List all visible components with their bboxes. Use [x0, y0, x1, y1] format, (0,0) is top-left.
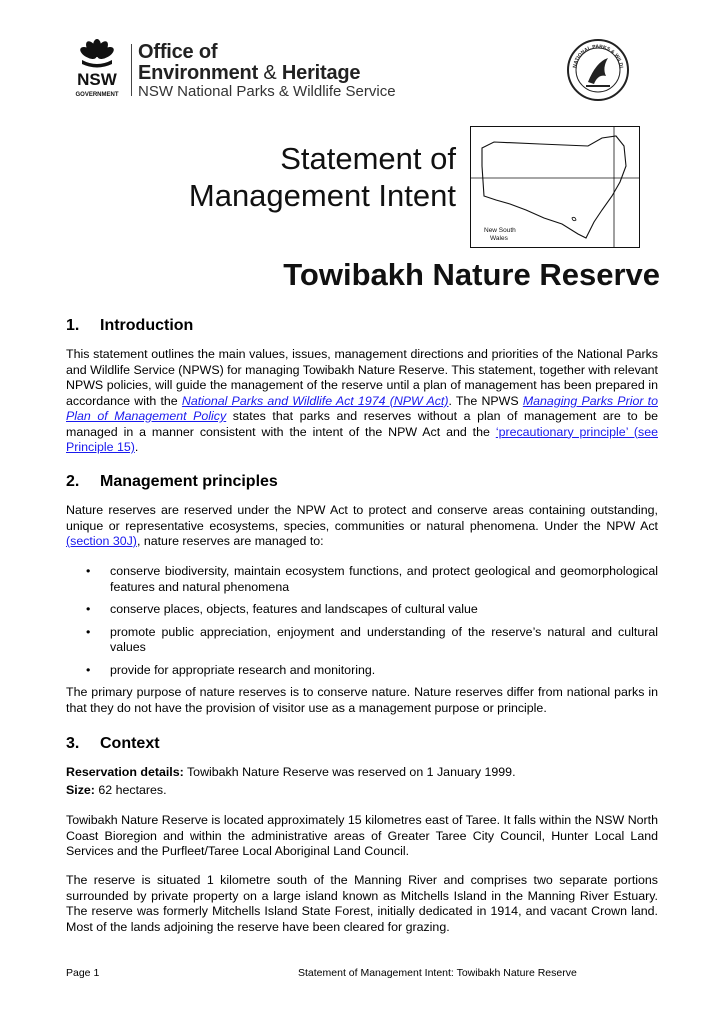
principles-list [86, 564, 658, 685]
svg-text:NATIONAL PARKS & WILDLIFE SERV: NATIONAL PARKS & WILDL [572, 43, 625, 70]
org-name-line3: NSW National Parks & Wildlife Service [138, 83, 396, 100]
intro-paragraph: This statement outlines the main values, issues, management directions and priorities of the National Parks and Wildlife Service (NPWS) for managing Towibakh Nature Reserve. This statement, together with relevant NPWS policies, will guide the management of the reserve until a plan of management has been prepared in accordance with the National Parks and Wildlife Act 1974 (NPW Act). The NPWS Managing Parks Prior to Plan of Management Policy states that parks and reserves without a plan of management are to be managed in a manner consistent with the intent of the NPW Act and the ‘precautionary principle’ (see Principle 15). [66, 347, 658, 454]
org-name-line2: Environment & Heritage [138, 62, 361, 84]
page-number: Page 1 [66, 967, 100, 979]
list-item: • conserve places, objects, features and landscapes of cultural value [86, 602, 658, 618]
list-item: • promote public appreciation, enjoyment and understanding of the reserve’s natural and cultural values [86, 625, 658, 656]
section-30j-link[interactable]: (section 30J) [66, 534, 137, 548]
list-item: • conserve biodiversity, maintain ecosystem functions, and protect geological and geomorphological features and natural phenomena [86, 564, 658, 595]
location-paragraph: Towibakh Nature Reserve is located approximately 15 kilometres east of Taree. It falls within the NSW North Coast Bioregion and within the administrative areas of Greater Taree City Council, Hunter Local Land Services and the Purfleet/Taree Local Aboriginal Land Council. [66, 813, 658, 858]
reservation-details: Reservation details: Towibakh Nature Reserve was reserved on 1 January 1999. [66, 765, 516, 779]
logo-subtext: GOVERNMENT [75, 92, 119, 98]
map-label-1: New South [484, 227, 516, 234]
map-label-2: Wales [490, 235, 508, 242]
nature-reserve-purpose-paragraph: The primary purpose of nature reserves is to conserve nature. Nature reserves differ from national parks in that they do not have the provision of visitor use as a management purpose or principle. [66, 685, 658, 715]
nsw-government-logo [68, 38, 126, 100]
document-title: Statement of Management Intent [188, 141, 456, 213]
logo-divider [131, 44, 132, 96]
section-heading-management-principles: 2. Management principles [66, 473, 278, 490]
precautionary-principle-link[interactable]: ‘precautionary principle’ (see Principle 15) [66, 424, 658, 454]
npw-act-link[interactable]: National Parks and Wildlife Act 1974 (NPW Act) [181, 393, 449, 408]
principles-paragraph: Nature reserves are reserved under the NPW Act to protect and conserve areas containing outstanding, unique or representative ecosystems, species, communities or natural phenomena. Under the NPW Act (section 30J), nature reserves are managed to: [66, 503, 658, 548]
logo-text: NSW [77, 70, 117, 89]
description-paragraph: The reserve is situated 1 kilometre south of the Manning River and comprises two separate portions surrounded by private property on a large island known as Mitchells Island in the Manning River Estuary. The reserve was formerly Mitchells Island State Forest, initially dedicated in 1914, and vacant Crown land. Most of the lands adjoining the reserve have been cleared for grazing. [66, 873, 658, 934]
section-heading-context: 3. Context [66, 735, 160, 752]
npws-seal-icon [566, 38, 630, 102]
nsw-location-map [470, 126, 640, 248]
reserve-size: Size: 62 hectares. [66, 783, 167, 797]
list-item: • provide for appropriate research and monitoring. [86, 663, 658, 679]
managing-parks-policy-link[interactable]: Managing Parks Prior to Plan of Management Policy [66, 393, 658, 423]
reserve-name: Towibakh Nature Reserve [283, 257, 660, 292]
section-heading-introduction: 1. Introduction [66, 317, 194, 334]
org-name-line1: Office of [138, 41, 218, 63]
footer-document-title: Statement of Management Intent: Towibakh Nature Reserve [298, 967, 577, 979]
